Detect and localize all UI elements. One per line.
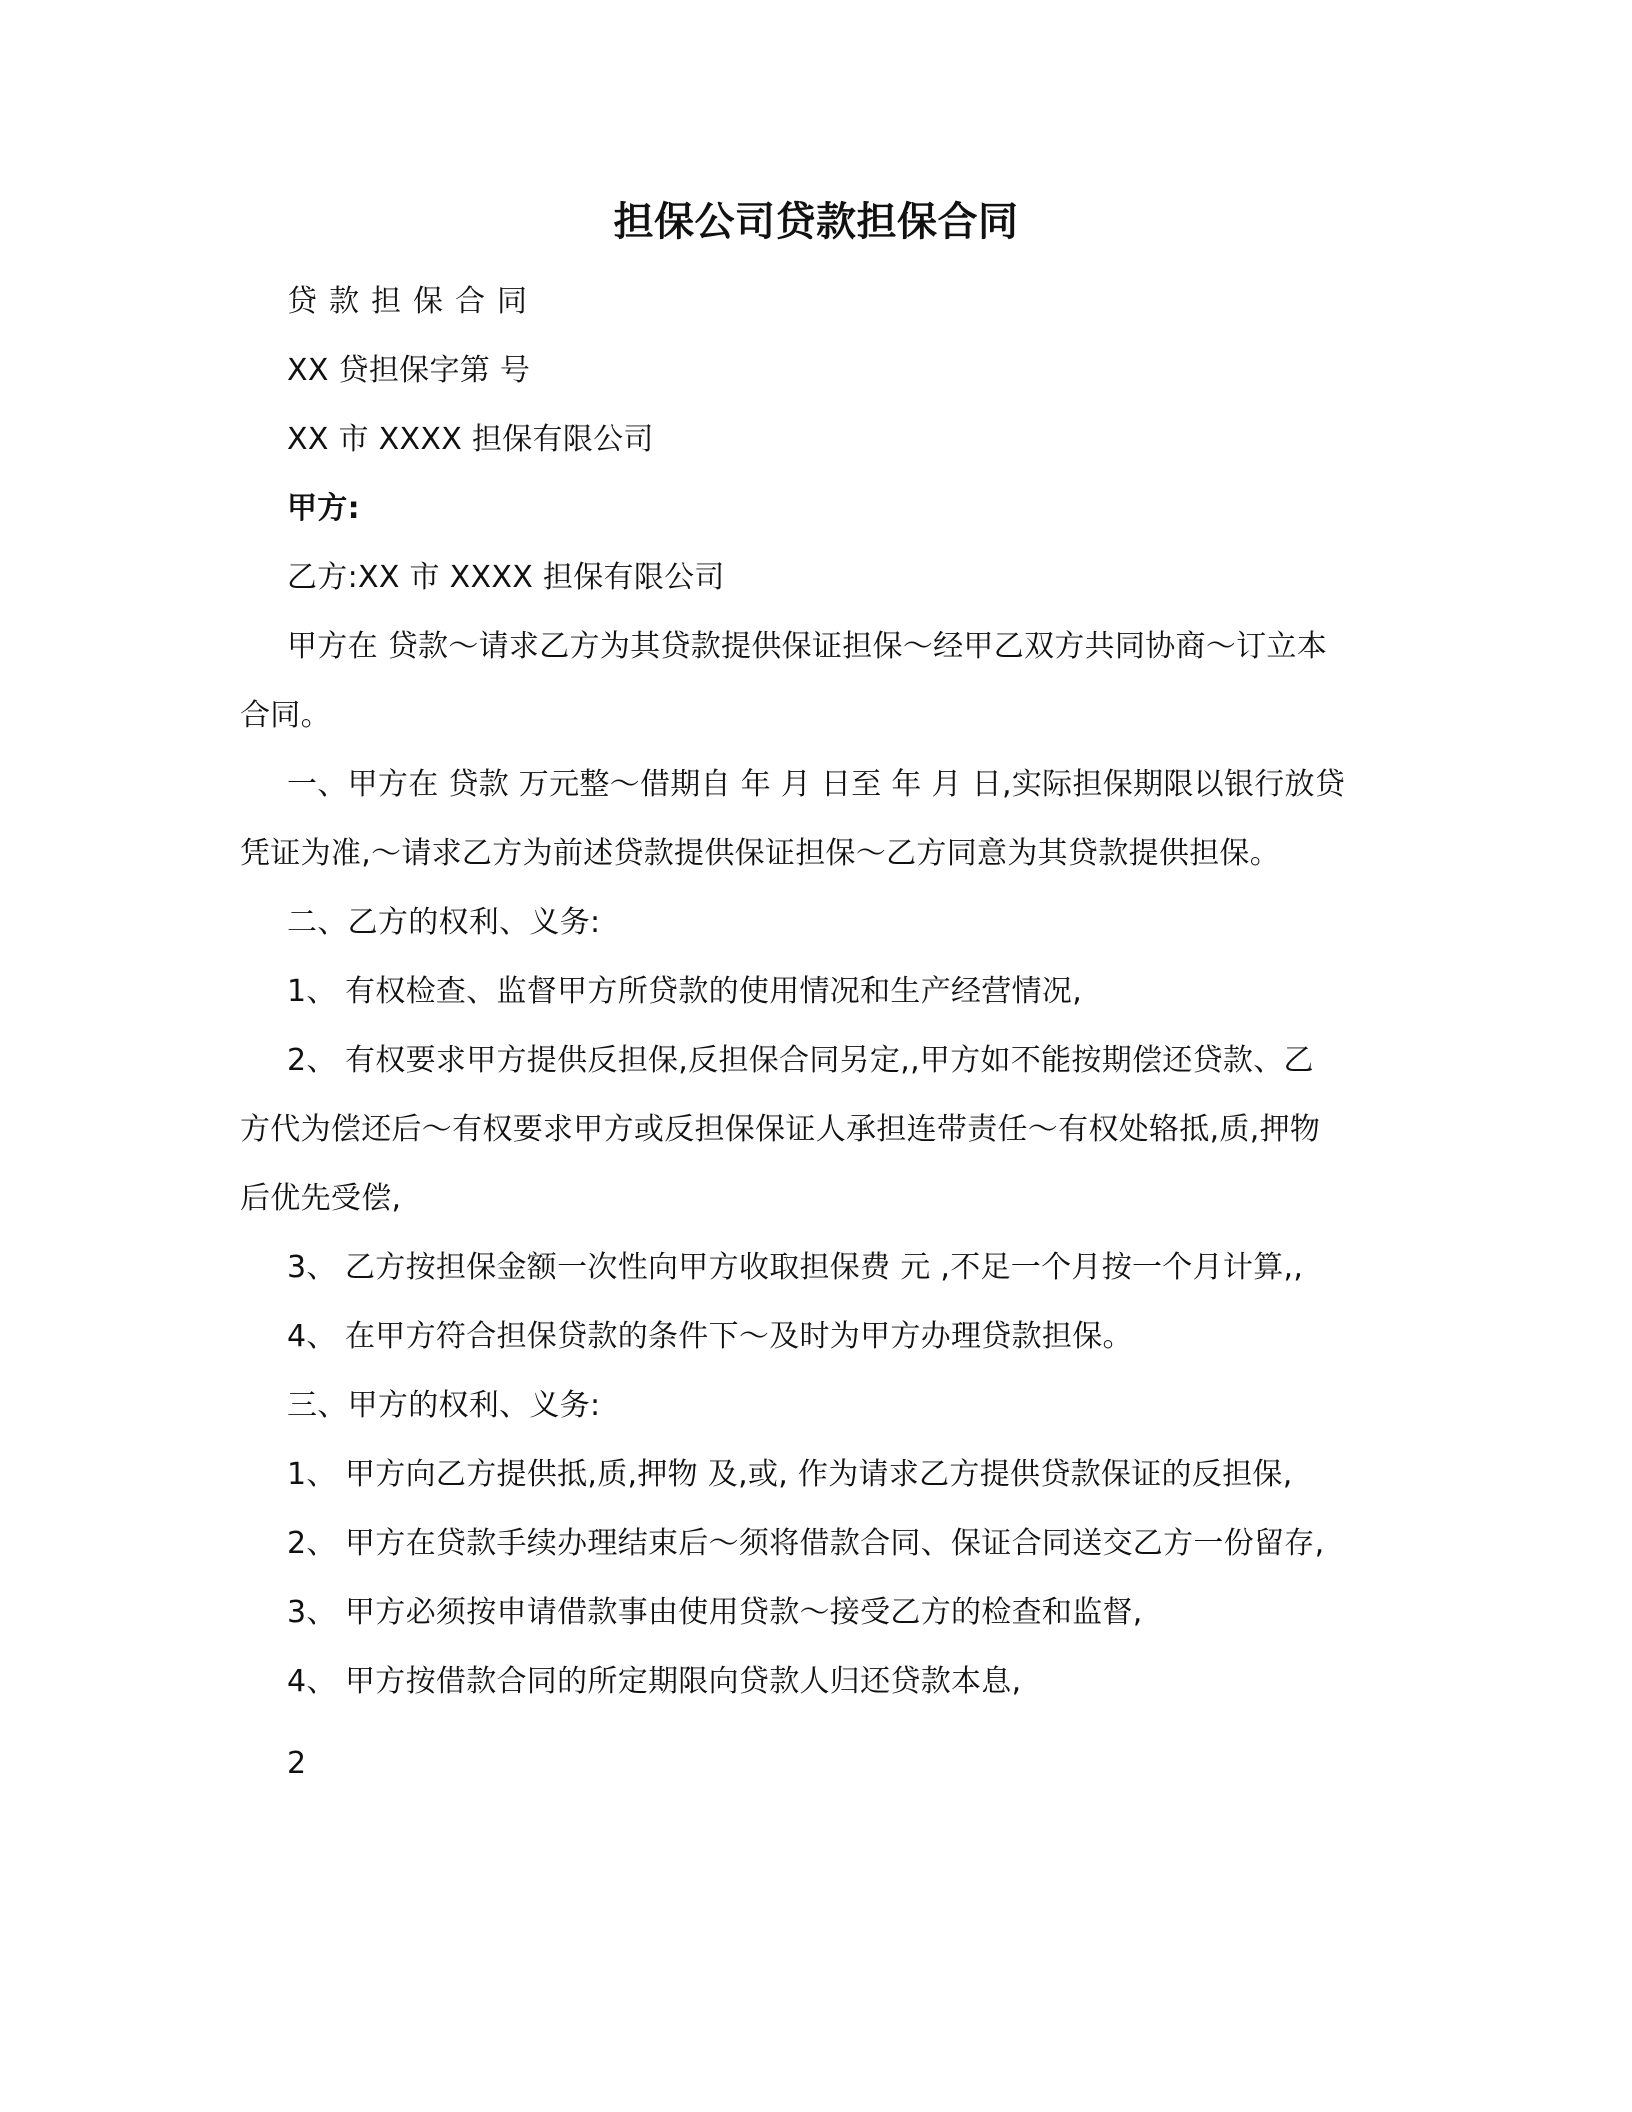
item-number: 2、	[287, 1526, 337, 1561]
section2-title: 二、乙方的权利、义务:	[287, 905, 601, 940]
section3-item2	[287, 1524, 1324, 1564]
intro-paragraph-line1: 甲方在 贷款～请求乙方为其贷款提供保证担保～经甲乙双方共同协商～订立本	[287, 629, 1328, 664]
item-number: 3、	[287, 1250, 337, 1285]
section3-item3	[287, 1593, 1143, 1633]
section2-item2-line3: 后优先受偿,	[240, 1181, 402, 1216]
item-text: 乙方按担保金额一次性向甲方收取担保费 元 ,不足一个月按一个月计算,,	[345, 1250, 1304, 1285]
item-number: 4、	[287, 1664, 337, 1699]
party-a-label: 甲方:	[287, 491, 360, 526]
item-number: 1、	[287, 974, 337, 1009]
item-number: 1、	[287, 1457, 337, 1492]
item-text: 甲方向乙方提供抵,质,押物 及,或, 作为请求乙方提供贷款保证的反担保,	[345, 1457, 1293, 1492]
item-number: 4、	[287, 1319, 337, 1354]
intro-paragraph-line2: 合同。	[240, 698, 331, 733]
item-text: 甲方在贷款手续办理结束后～须将借款合同、保证合同送交乙方一份留存,	[345, 1526, 1325, 1561]
section2-item2-line1	[287, 1041, 1314, 1081]
page-number: 2	[287, 1746, 307, 1781]
item-text: 有权检查、监督甲方所贷款的使用情况和生产经营情况,	[345, 974, 1083, 1009]
item-text: 在甲方符合担保贷款的条件下～及时为甲方办理贷款担保。	[345, 1319, 1133, 1354]
section2-item1	[287, 972, 1082, 1012]
item-text: 甲方必须按申请借款事由使用贷款～接受乙方的检查和监督,	[345, 1595, 1143, 1630]
item-text: 有权要求甲方提供反担保,反担保合同另定,,甲方如不能按期偿还贷款、乙	[345, 1043, 1314, 1078]
clause1-line1: 一、甲方在 贷款 万元整～借期自 年 月 日至 年 月 日,实际担保期限以银行放贷	[287, 767, 1346, 802]
contract-heading: 贷款担保合同	[287, 284, 539, 319]
party-b-label: 乙方:XX 市 XXXX 担保有限公司	[287, 560, 725, 595]
document-title: 担保公司贷款担保合同	[613, 199, 1019, 245]
item-number: 3、	[287, 1595, 337, 1630]
section3-item1	[287, 1455, 1293, 1495]
company-name: XX 市 XXXX 担保有限公司	[287, 422, 654, 457]
section2-item4	[287, 1317, 1133, 1357]
section3-title: 三、甲方的权利、义务:	[287, 1388, 601, 1423]
contract-number: XX 贷担保字第 号	[287, 353, 531, 388]
clause1-line2: 凭证为准,～请求乙方为前述贷款提供保证担保～乙方同意为其贷款提供担保。	[240, 836, 1281, 871]
item-number: 2、	[287, 1043, 337, 1078]
item-text: 甲方按借款合同的所定期限向贷款人归还贷款本息,	[345, 1664, 1022, 1699]
section3-item4	[287, 1662, 1021, 1702]
section2-item2-line2: 方代为偿还后～有权要求甲方或反担保保证人承担连带责任～有权处辂抵,质,押物	[240, 1112, 1321, 1147]
section2-item3	[287, 1248, 1303, 1288]
